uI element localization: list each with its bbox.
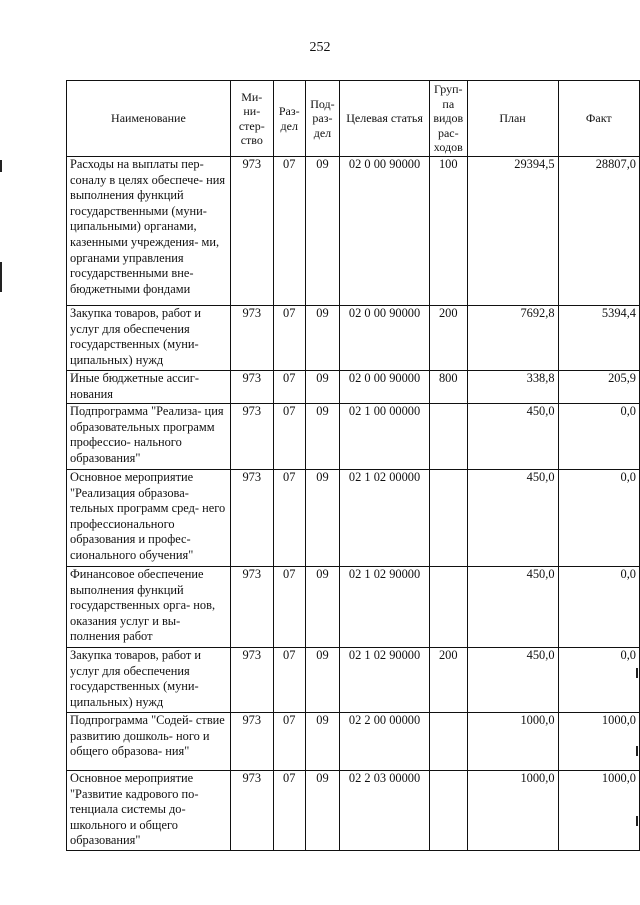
cell-ministry: 973 <box>230 771 273 851</box>
cell-ministry: 973 <box>230 713 273 771</box>
cell-group <box>430 470 467 567</box>
cell-ministry: 973 <box>230 306 273 371</box>
cell-ministry: 973 <box>230 648 273 713</box>
table-row <box>67 713 640 771</box>
cell-target: 02 2 00 00000 <box>340 713 430 771</box>
cell-section: 07 <box>273 771 305 851</box>
cell-group <box>430 567 467 648</box>
cell-subsection: 09 <box>305 771 339 851</box>
cell-name: Основное мероприятие "Реализация образова- тельных программ сред- него профессионального образования и профес- сионального обучения" <box>67 470 231 567</box>
cell-section: 07 <box>273 157 305 306</box>
cell-name: Расходы на выплаты пер- соналу в целях обеспече- ния выполнения функций государственными (муни- ципальными) органами, казенными учреждения- ми, органами управления государственными вне- бюджетными фондами <box>67 157 231 306</box>
cell-group: 200 <box>430 648 467 713</box>
cell-name: Основное мероприятие "Развитие кадрового по- тенциала системы до- школьного и общего образования" <box>67 771 231 851</box>
table-row <box>67 306 640 371</box>
budget-table <box>66 80 640 851</box>
cell-section: 07 <box>273 567 305 648</box>
cell-section: 07 <box>273 404 305 470</box>
cell-fact: 1000,0 <box>558 771 639 851</box>
cell-subsection: 09 <box>305 713 339 771</box>
cell-subsection: 09 <box>305 648 339 713</box>
cell-subsection: 09 <box>305 404 339 470</box>
cell-target: 02 1 00 00000 <box>340 404 430 470</box>
cell-name: Иные бюджетные ассиг- нования <box>67 371 231 404</box>
cell-name: Подпрограмма "Содей- ствие развитию дошколь- ного и общего образова- ния" <box>67 713 231 771</box>
cell-name: Финансовое обеспечение выполнения функций государственных орга- нов, оказания услуг и вы- полнения работ <box>67 567 231 648</box>
cell-fact: 0,0 <box>558 470 639 567</box>
cell-fact: 0,0 <box>558 648 639 713</box>
cell-fact: 28807,0 <box>558 157 639 306</box>
cell-plan: 450,0 <box>467 404 558 470</box>
cell-target: 02 0 00 90000 <box>340 371 430 404</box>
header-ministry: Ми- ни- стер- ство <box>230 81 273 157</box>
cell-ministry: 973 <box>230 404 273 470</box>
cell-fact: 205,9 <box>558 371 639 404</box>
cell-name: Закупка товаров, работ и услуг для обеспечения государственных (муни- ципальных) нужд <box>67 648 231 713</box>
cell-ministry: 973 <box>230 470 273 567</box>
cell-group <box>430 404 467 470</box>
cell-subsection: 09 <box>305 306 339 371</box>
cell-group: 100 <box>430 157 467 306</box>
cell-plan: 1000,0 <box>467 771 558 851</box>
cell-target: 02 1 02 00000 <box>340 470 430 567</box>
table-row <box>67 470 640 567</box>
cell-fact: 0,0 <box>558 404 639 470</box>
header-fact: Факт <box>558 81 639 157</box>
cell-group <box>430 713 467 771</box>
cell-group: 200 <box>430 306 467 371</box>
cell-plan: 29394,5 <box>467 157 558 306</box>
cell-section: 07 <box>273 306 305 371</box>
cell-section: 07 <box>273 713 305 771</box>
cell-subsection: 09 <box>305 157 339 306</box>
cell-section: 07 <box>273 470 305 567</box>
cell-fact: 1000,0 <box>558 713 639 771</box>
header-plan: План <box>467 81 558 157</box>
cell-target: 02 1 02 90000 <box>340 567 430 648</box>
table-row <box>67 648 640 713</box>
table-row <box>67 371 640 404</box>
cell-plan: 1000,0 <box>467 713 558 771</box>
cell-plan: 338,8 <box>467 371 558 404</box>
table-row <box>67 404 640 470</box>
cell-section: 07 <box>273 371 305 404</box>
cell-group <box>430 771 467 851</box>
header-group: Груп- па видов рас- ходов <box>430 81 467 157</box>
cell-fact: 0,0 <box>558 567 639 648</box>
header-target: Целевая статья <box>340 81 430 157</box>
cell-target: 02 1 02 90000 <box>340 648 430 713</box>
cell-section: 07 <box>273 648 305 713</box>
header-subsection: Под- раз- дел <box>305 81 339 157</box>
header-section: Раз- дел <box>273 81 305 157</box>
scan-mark <box>0 160 2 172</box>
cell-name: Закупка товаров, работ и услуг для обеспечения государственных (муни- ципальных) нужд <box>67 306 231 371</box>
cell-subsection: 09 <box>305 470 339 567</box>
cell-plan: 450,0 <box>467 470 558 567</box>
cell-target: 02 2 03 00000 <box>340 771 430 851</box>
cell-plan: 450,0 <box>467 648 558 713</box>
table-row <box>67 771 640 851</box>
table-row <box>67 567 640 648</box>
scan-mark <box>0 262 2 292</box>
cell-group: 800 <box>430 371 467 404</box>
cell-target: 02 0 00 90000 <box>340 157 430 306</box>
cell-plan: 7692,8 <box>467 306 558 371</box>
cell-plan: 450,0 <box>467 567 558 648</box>
cell-target: 02 0 00 90000 <box>340 306 430 371</box>
cell-ministry: 973 <box>230 567 273 648</box>
cell-name: Подпрограмма "Реализа- ция образовательных программ профессио- нального образования" <box>67 404 231 470</box>
header-name: Наименование <box>67 81 231 157</box>
cell-ministry: 973 <box>230 371 273 404</box>
table-header-row <box>67 81 640 157</box>
cell-subsection: 09 <box>305 567 339 648</box>
cell-subsection: 09 <box>305 371 339 404</box>
cell-ministry: 973 <box>230 157 273 306</box>
cell-fact: 5394,4 <box>558 306 639 371</box>
page-number: 252 <box>309 40 331 55</box>
table-row <box>67 157 640 306</box>
